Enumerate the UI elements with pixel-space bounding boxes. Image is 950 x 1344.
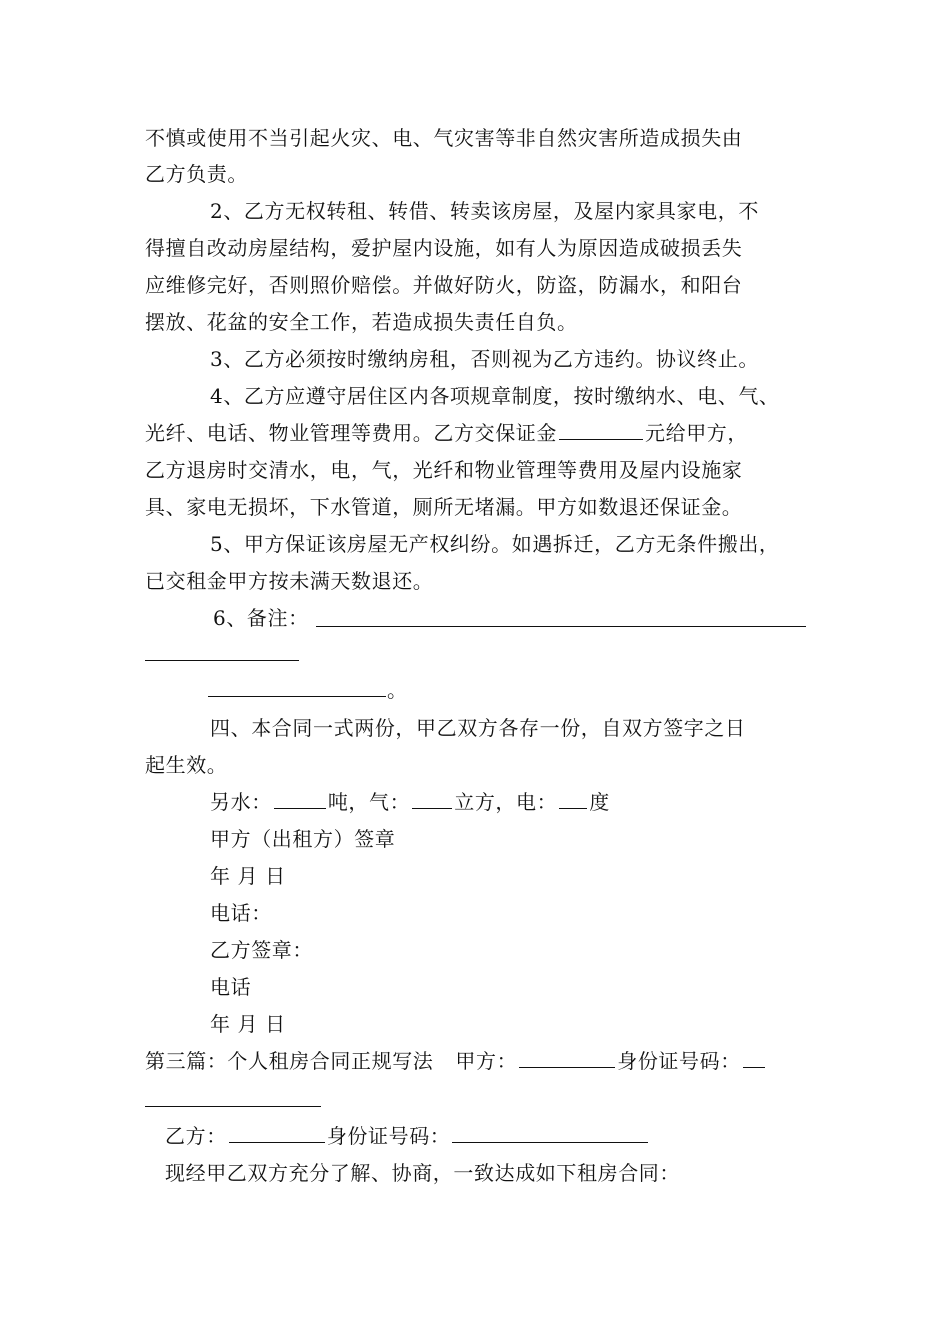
text-line: 具、家电无损坏，下水管道，厕所无堵漏。甲方如数退还保证金。	[145, 495, 743, 519]
remarks-blank[interactable]	[208, 696, 386, 697]
party-a-id-blank[interactable]	[145, 1106, 321, 1107]
text-segment: 甲方：	[455, 1049, 518, 1073]
party-a-id-blank[interactable]	[743, 1047, 765, 1068]
phone-line: 电话	[210, 975, 252, 999]
text-segment: 身份证号码：	[326, 1124, 451, 1148]
text-segment: 乙方：	[165, 1124, 227, 1148]
phone-line: 电话：	[210, 901, 272, 925]
clause-5: 5、甲方保证该房屋无产权纠纷。如遇拆迁，乙方无条件搬出，	[210, 532, 780, 556]
text-segment: 身份证号码：	[617, 1049, 741, 1073]
text-segment: 元给甲方，	[645, 421, 748, 445]
party-b-signature: 乙方签章：	[210, 938, 313, 962]
party-a-name-blank[interactable]	[519, 1047, 615, 1068]
text-line: 起生效。	[145, 753, 228, 777]
text-segment: 立方，电：	[454, 790, 558, 814]
text-line: 已交租金甲方按未满天数退还。	[145, 569, 434, 593]
deposit-blank[interactable]	[559, 419, 643, 440]
clause-2: 2、乙方无权转租、转借、转卖该房屋，及屋内家具家电，不	[210, 199, 759, 223]
remarks-blank[interactable]	[145, 660, 299, 661]
water-blank[interactable]	[274, 788, 326, 809]
remarks-blank[interactable]	[316, 626, 806, 627]
text-line: 不慎或使用不当引起火灾、电、气灾害等非自然灾害所造成损失由	[145, 126, 743, 150]
text-segment: 吨，气：	[327, 790, 411, 814]
clause-6-remarks: 6、备注：	[213, 606, 309, 630]
text-line: 现经甲乙双方充分了解、协商，一致达成如下租房合同：	[165, 1161, 680, 1185]
text-line: 应维修完好，否则照价赔偿。并做好防火，防盗，防漏水，和阳台	[145, 273, 743, 297]
clause-4: 4、乙方应遵守居住区内各项规章制度，按时缴纳水、电、气、	[210, 384, 780, 408]
section-three-heading	[145, 1047, 767, 1075]
text-line: 乙方负责。	[145, 162, 248, 186]
electricity-blank[interactable]	[559, 788, 587, 809]
deposit-line	[145, 419, 748, 447]
clause-four: 四、本合同一式两份，甲乙双方各存一份，自双方签字之日	[210, 716, 746, 740]
section-title: 第三篇：个人租房合同正规写法	[145, 1049, 434, 1073]
party-b-name-blank[interactable]	[229, 1122, 325, 1143]
text-line: 得擅自改动房屋结构，爱护屋内设施，如有人为原因造成破损丢失	[145, 236, 743, 260]
clause-3: 3、乙方必须按时缴纳房租，否则视为乙方违约。协议终止。	[210, 347, 759, 371]
text-line: 。	[387, 678, 408, 702]
text-line: 摆放、花盆的安全工作，若造成损失责任自负。	[145, 310, 578, 334]
gas-blank[interactable]	[412, 788, 452, 809]
text-line: 乙方退房时交清水，电，气，光纤和物业管理等费用及屋内设施家	[145, 458, 743, 482]
text-segment: 度	[589, 790, 610, 814]
date-line: 年 月 日	[210, 864, 286, 888]
text-segment: 另水：	[210, 790, 272, 814]
party-b-id-blank[interactable]	[452, 1122, 648, 1143]
party-a-signature: 甲方（出租方）签章	[210, 827, 396, 851]
party-b-line	[165, 1122, 650, 1150]
meter-readings-line	[210, 788, 610, 816]
text-segment: 光纤、电话、物业管理等费用。乙方交保证金	[145, 421, 557, 445]
date-line: 年 月 日	[210, 1012, 286, 1036]
